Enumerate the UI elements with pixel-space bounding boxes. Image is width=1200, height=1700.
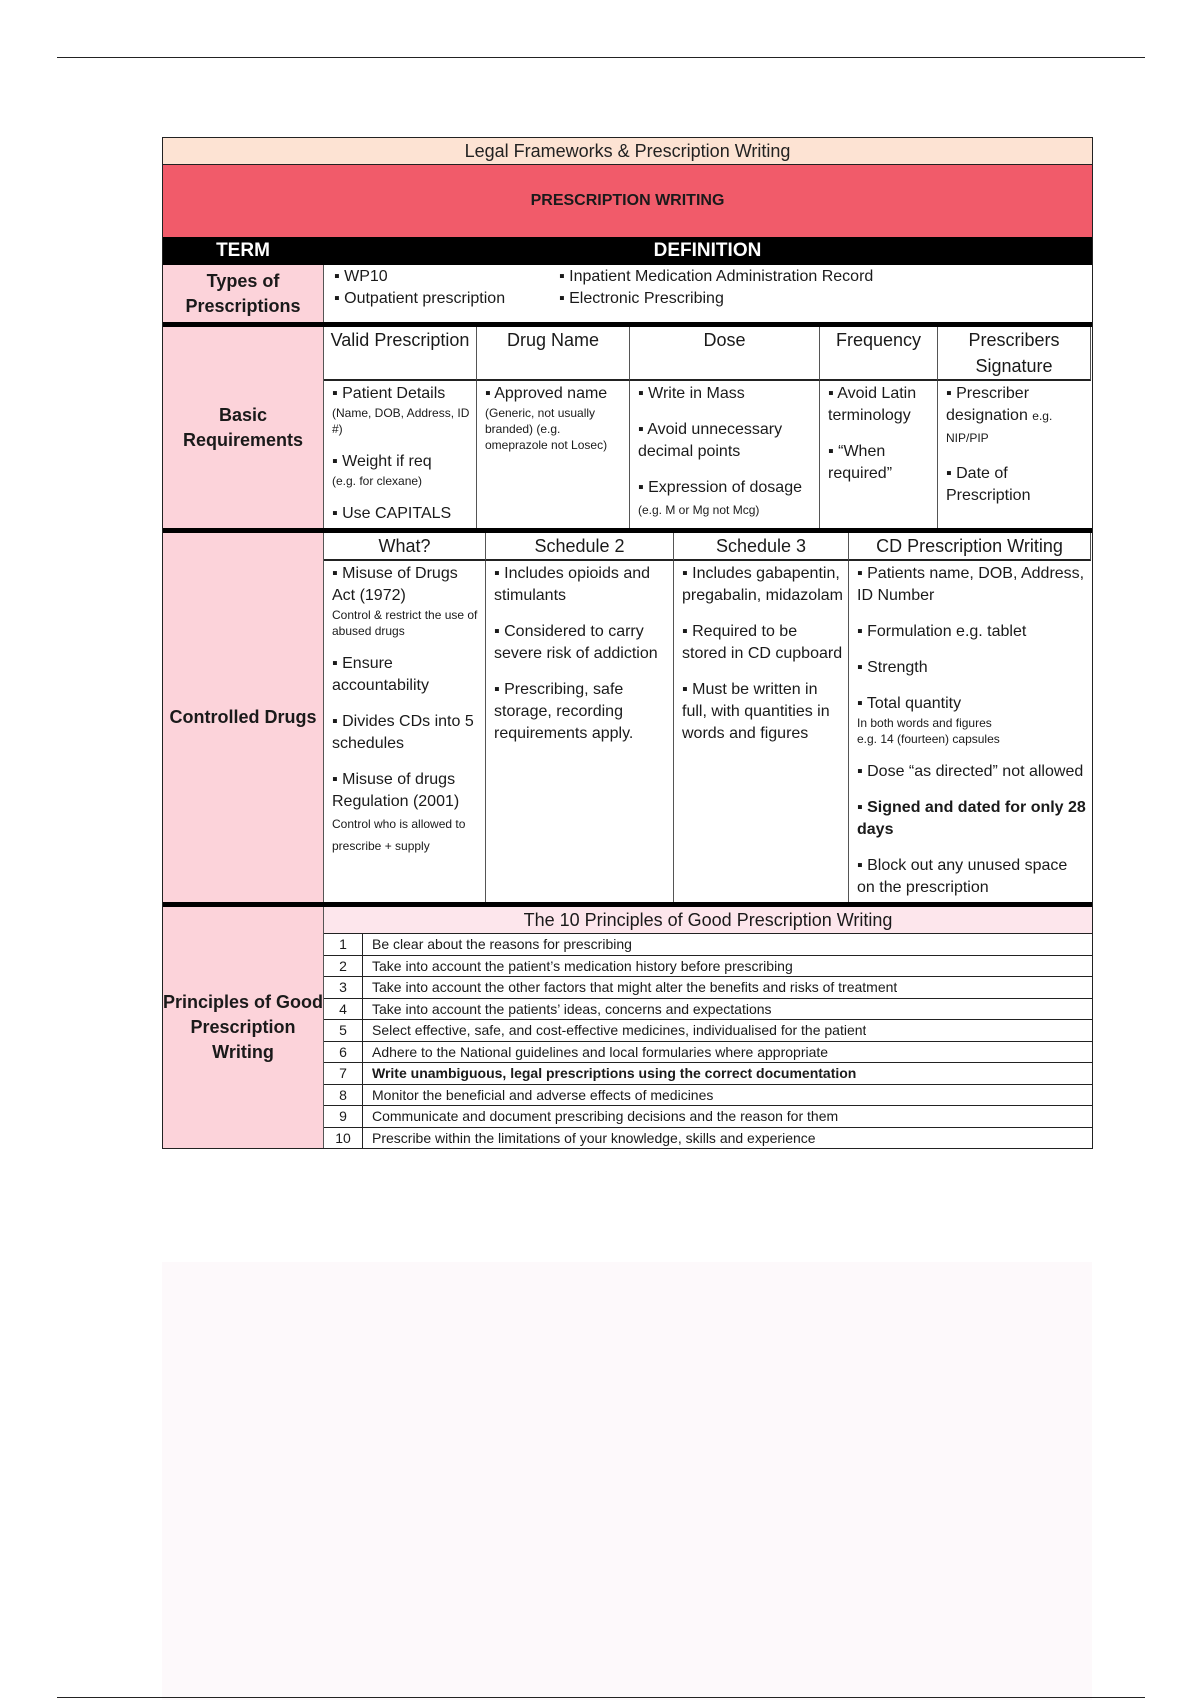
- cd-writing-cell: ▪ Patients name, DOB, Address, ID Number ▪ Formulation e.g. tablet ▪ Strength ▪ Total quantity In both words and figures e.g. 14 (fourteen) capsules ▪ Dose “as directed” not allowed ▪ Signed and dated for only 28 days ▪ Block out any unused space on the prescription: [857, 565, 1086, 896]
- table-row: 5 Select effective, safe, and cost-effective medicines, individualised for the patient: [324, 1020, 1092, 1042]
- table-header: [163, 237, 1092, 265]
- col-header: Drug Name: [477, 327, 630, 381]
- list-item: ▪ Inpatient Medication Administration Record: [559, 268, 874, 285]
- col-header: Valid Prescription: [324, 327, 477, 381]
- types-section: [163, 265, 1092, 322]
- list-item: ▪ Outpatient prescription: [334, 290, 506, 307]
- table-row: 3 Take into account the other factors that might alter the benefits and risks of treatment: [324, 977, 1092, 999]
- table-row: 9 Communicate and document prescribing decisions and the reason for them: [324, 1106, 1092, 1128]
- table-row: 10 Prescribe within the limitations of your knowledge, skills and experience: [324, 1128, 1092, 1149]
- col-header: What?: [324, 533, 486, 561]
- prescription-sheet: [162, 137, 1093, 1149]
- schedule-3-cell: ▪ Includes gabapentin, pregabalin, midazolam ▪ Required to be stored in CD cupboard ▪ Must be written in full, with quantities in words and figures: [674, 561, 849, 902]
- col-header: Frequency: [820, 327, 938, 381]
- frequency-cell: ▪ Avoid Latin terminology ▪ “When required”: [820, 381, 938, 528]
- table-row: 6 Adhere to the National guidelines and local formularies where appropriate: [324, 1042, 1092, 1064]
- col-header: Schedule 3: [674, 533, 849, 561]
- list-item: ▪ WP10: [334, 268, 388, 285]
- definition-header: DEFINITION: [653, 240, 762, 261]
- principles-title: The 10 Principles of Good Prescription Writing: [324, 907, 1092, 934]
- table-row: 7 Write unambiguous, legal prescriptions using the correct documentation: [324, 1063, 1092, 1085]
- principles-section: [163, 902, 1092, 1148]
- principles-label: Principles of Good Prescription Writing: [163, 907, 324, 1148]
- list-item: ▪ Electronic Prescribing: [559, 290, 724, 307]
- types-label: Types of Prescriptions: [163, 265, 324, 322]
- basic-label: Basic Requirements: [163, 327, 324, 528]
- col-header: Dose: [630, 327, 820, 381]
- table-row: 1 Be clear about the reasons for prescribing: [324, 934, 1092, 956]
- basic-section: [163, 322, 1092, 528]
- col-header: Prescribers Signature: [938, 327, 1091, 381]
- bottom-rule: [57, 1697, 1145, 1698]
- principles-list: [324, 934, 1092, 1148]
- table-row: 4 Take into account the patients’ ideas, concerns and expectations: [324, 999, 1092, 1021]
- top-rule: [57, 57, 1145, 58]
- drug-name-cell: ▪ Approved name (Generic, not usually branded) (e.g. omeprazole not Losec): [477, 381, 630, 528]
- controlled-section: [163, 528, 1092, 902]
- valid-cell: ▪ Patient Details (Name, DOB, Address, ID #) ▪ Weight if req (e.g. for clexane) ▪ Use CAPITALS: [324, 381, 477, 528]
- term-header: TERM: [216, 240, 270, 261]
- dose-cell: ▪ Write in Mass ▪ Avoid unnecessary decimal points ▪ Expression of dosage (e.g. M or Mg not Mcg): [630, 381, 820, 528]
- schedule-2-cell: ▪ Includes opioids and stimulants ▪ Considered to carry severe risk of addiction ▪ Prescribing, safe storage, recording requirements apply.: [486, 561, 674, 902]
- col-header: Schedule 2: [486, 533, 674, 561]
- page-shade: [162, 1262, 1092, 1700]
- section-banner: PRESCRIPTION WRITING: [163, 165, 1092, 237]
- table-row: 2 Take into account the patient’s medication history before prescribing: [324, 956, 1092, 978]
- what-cell: ▪ Misuse of Drugs Act (1972) Control & restrict the use of abused drugs ▪ Ensure accountability ▪ Divides CDs into 5 schedules ▪ Misuse of drugs Regulation (2001) Control who is allowed to prescribe + supply: [324, 561, 486, 902]
- signature-cell: ▪ Prescriber designation e.g. NIP/PIP ▪ Date of Prescription: [946, 385, 1053, 504]
- col-header: CD Prescription Writing: [849, 533, 1091, 561]
- document-title: Legal Frameworks & Prescription Writing: [163, 137, 1092, 165]
- controlled-label: Controlled Drugs: [163, 533, 324, 902]
- table-row: 8 Monitor the beneficial and adverse effects of medicines: [324, 1085, 1092, 1107]
- types-col-2: [559, 266, 873, 322]
- types-col-1: [334, 266, 559, 322]
